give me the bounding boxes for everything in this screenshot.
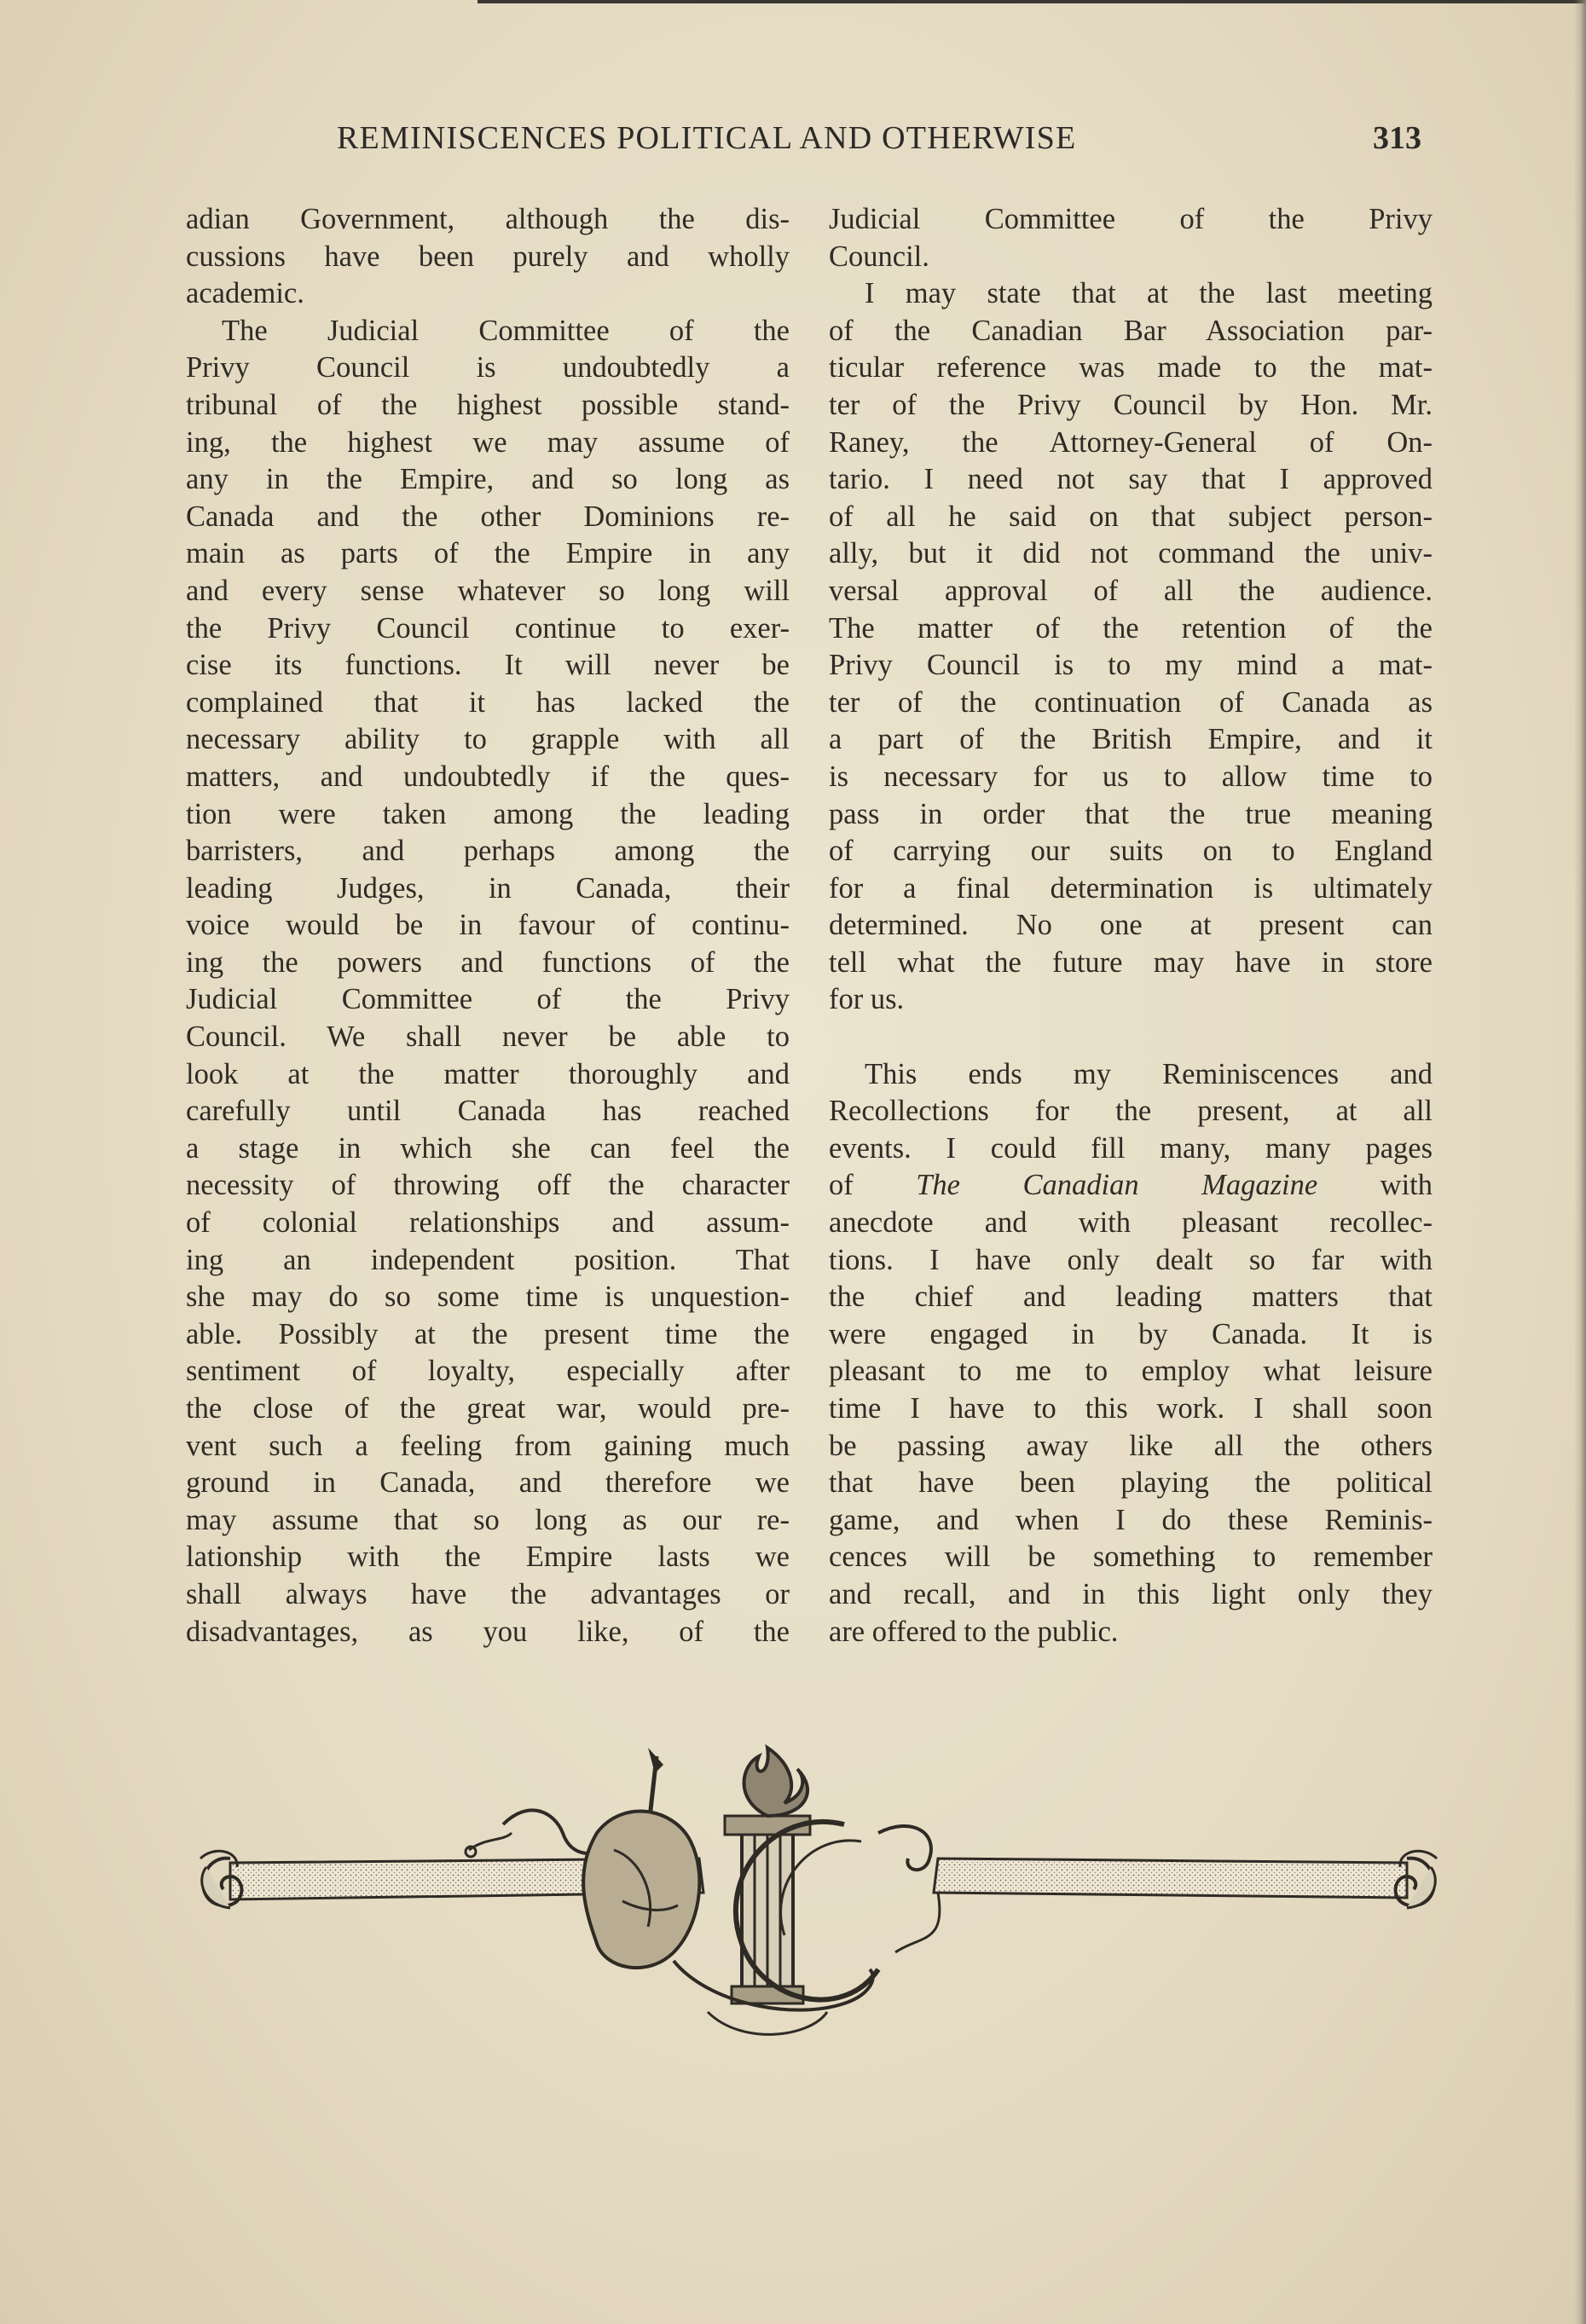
text-line: shall always have the advantages or <box>186 1577 790 1610</box>
text-line: vent such a feeling from gaining much <box>186 1429 790 1462</box>
text-line: tell what the future may have in store <box>829 945 1433 979</box>
page-number: 313 <box>1373 120 1421 156</box>
text-line: leading Judges, in Canada, their <box>186 871 790 905</box>
text-line: lationship with the Empire lasts we <box>186 1541 790 1574</box>
text-line: any in the Empire, and so long as <box>186 463 790 496</box>
text-line: complained that it has lacked the <box>186 685 790 719</box>
text-line: look at the matter thoroughly and <box>186 1057 790 1090</box>
text-line: matters, and undoubtedly if the ques- <box>186 760 790 793</box>
text-line: ter of the continuation of Canada as <box>829 685 1433 719</box>
right-column <box>829 201 1433 1651</box>
text-line: barristers, and perhaps among the <box>186 835 790 868</box>
text-line: pass in order that the true meaning <box>829 797 1433 830</box>
text-line: the Privy Council continue to exer- <box>186 611 790 645</box>
text-line: Recollections for the present, at all <box>829 1095 1433 1128</box>
text-line: of the Canadian Bar Association par- <box>829 314 1433 347</box>
text-line: Privy Council is to my mind a mat- <box>829 649 1433 682</box>
text-line: ter of the Privy Council by Hon. Mr. <box>829 388 1433 421</box>
text-line: of carrying our suits on to England <box>829 835 1433 868</box>
text-line: cussions have been purely and wholly <box>186 240 790 273</box>
text-line: may assume that so long as our re- <box>186 1503 790 1536</box>
text-fragment: of <box>829 1169 854 1202</box>
text-line: of all he said on that subject person- <box>829 500 1433 533</box>
text-line: The Judicial Committee of the <box>222 314 790 347</box>
text-line: the chief and leading matters that <box>829 1281 1433 1314</box>
text-line: ing, the highest we may assume of <box>186 425 790 459</box>
paragraph-gap <box>829 1019 1433 1056</box>
text-line: of colonial relationships and assum- <box>186 1206 790 1240</box>
ornament-right-bar <box>934 1851 1437 1908</box>
text-line-with-title <box>829 1167 1433 1205</box>
text-line: Judicial Committee of the Privy <box>186 983 790 1016</box>
text-line: are offered to the public. <box>829 1615 1119 1648</box>
text-line: is necessary for us to allow time to <box>829 760 1433 793</box>
text-line: events. I could fill many, many pages <box>829 1131 1433 1165</box>
text-line: cise its functions. It will never be <box>186 649 790 682</box>
top-edge-rule <box>478 0 1586 3</box>
text-line: sentiment of loyalty, especially after <box>186 1355 790 1388</box>
text-line: ally, but it did not command the univ- <box>829 537 1433 570</box>
text-line: Raney, the Attorney-General of On- <box>829 425 1433 459</box>
text-line: necessary ability to grapple with all <box>186 723 790 756</box>
text-fragment: with <box>1380 1169 1433 1202</box>
text-line: Canada and the other Dominions re- <box>186 500 790 533</box>
running-title: REMINISCENCES POLITICAL AND OTHERWISE <box>337 120 1077 156</box>
text-line: were engaged in by Canada. It is <box>829 1317 1433 1350</box>
text-line: This ends my Reminiscences and <box>865 1057 1433 1090</box>
text-line: Council. <box>829 240 929 273</box>
text-line: ticular reference was made to the mat- <box>829 351 1433 384</box>
text-line: I may state that at the last meeting <box>865 277 1433 310</box>
text-line: The matter of the retention of the <box>829 611 1433 645</box>
tailpiece-ornament <box>196 1731 1441 2055</box>
text-line: adian Government, although the dis- <box>186 203 790 235</box>
text-line: determined. No one at present can <box>829 909 1433 942</box>
text-line: Council. We shall never be able to <box>186 1020 790 1054</box>
text-line: a part of the British Empire, and it <box>829 723 1433 756</box>
text-line: academic. <box>186 277 304 310</box>
text-line: tions. I have only dealt so far with <box>829 1243 1433 1276</box>
text-line: versal approval of all the audience. <box>829 574 1433 607</box>
text-line: cences will be something to remember <box>829 1541 1433 1574</box>
text-line: tion were taken among the leading <box>186 797 790 830</box>
text-line: she may do so some time is unquestion- <box>186 1281 790 1314</box>
text-line: time I have to this work. I shall soon <box>829 1392 1433 1425</box>
text-line: ing an independent position. That <box>186 1243 790 1276</box>
text-line: Judicial Committee of the Privy <box>829 203 1433 235</box>
text-line: ground in Canada, and therefore we <box>186 1466 790 1500</box>
text-line: disadvantages, as you like, of the <box>186 1615 790 1648</box>
text-line: and recall, and in this light only they <box>829 1577 1433 1610</box>
text-line: game, and when I do these Reminis- <box>829 1503 1433 1536</box>
text-line: carefully until Canada has reached <box>186 1095 790 1128</box>
page-edge-shadow <box>1574 0 1586 2324</box>
text-line: for a final determination is ultimately <box>829 871 1433 905</box>
magazine-title: The Canadian Magazine <box>916 1169 1318 1202</box>
text-line: tario. I need not say that I approved <box>829 463 1433 496</box>
text-line: able. Possibly at the present time the <box>186 1317 790 1350</box>
left-column <box>186 201 790 1651</box>
text-line: pleasant to me to employ what leisure <box>829 1355 1433 1388</box>
text-line: voice would be in favour of continu- <box>186 909 790 942</box>
text-line: for us. <box>829 983 905 1016</box>
text-line: the close of the great war, would pre- <box>186 1392 790 1425</box>
text-line: and every sense whatever so long will <box>186 574 790 607</box>
text-line: ing the powers and functions of the <box>186 945 790 979</box>
text-line: anecdote and with pleasant recollec- <box>829 1206 1433 1240</box>
text-line: necessity of throwing off the character <box>186 1169 790 1202</box>
text-line: main as parts of the Empire in any <box>186 537 790 570</box>
text-line: tribunal of the highest possible stand- <box>186 388 790 421</box>
text-line: a stage in which she can feel the <box>186 1131 790 1165</box>
text-line: that have been playing the political <box>829 1466 1433 1500</box>
text-line: Privy Council is undoubtedly a <box>186 351 790 384</box>
text-line: be passing away like all the others <box>829 1429 1433 1462</box>
